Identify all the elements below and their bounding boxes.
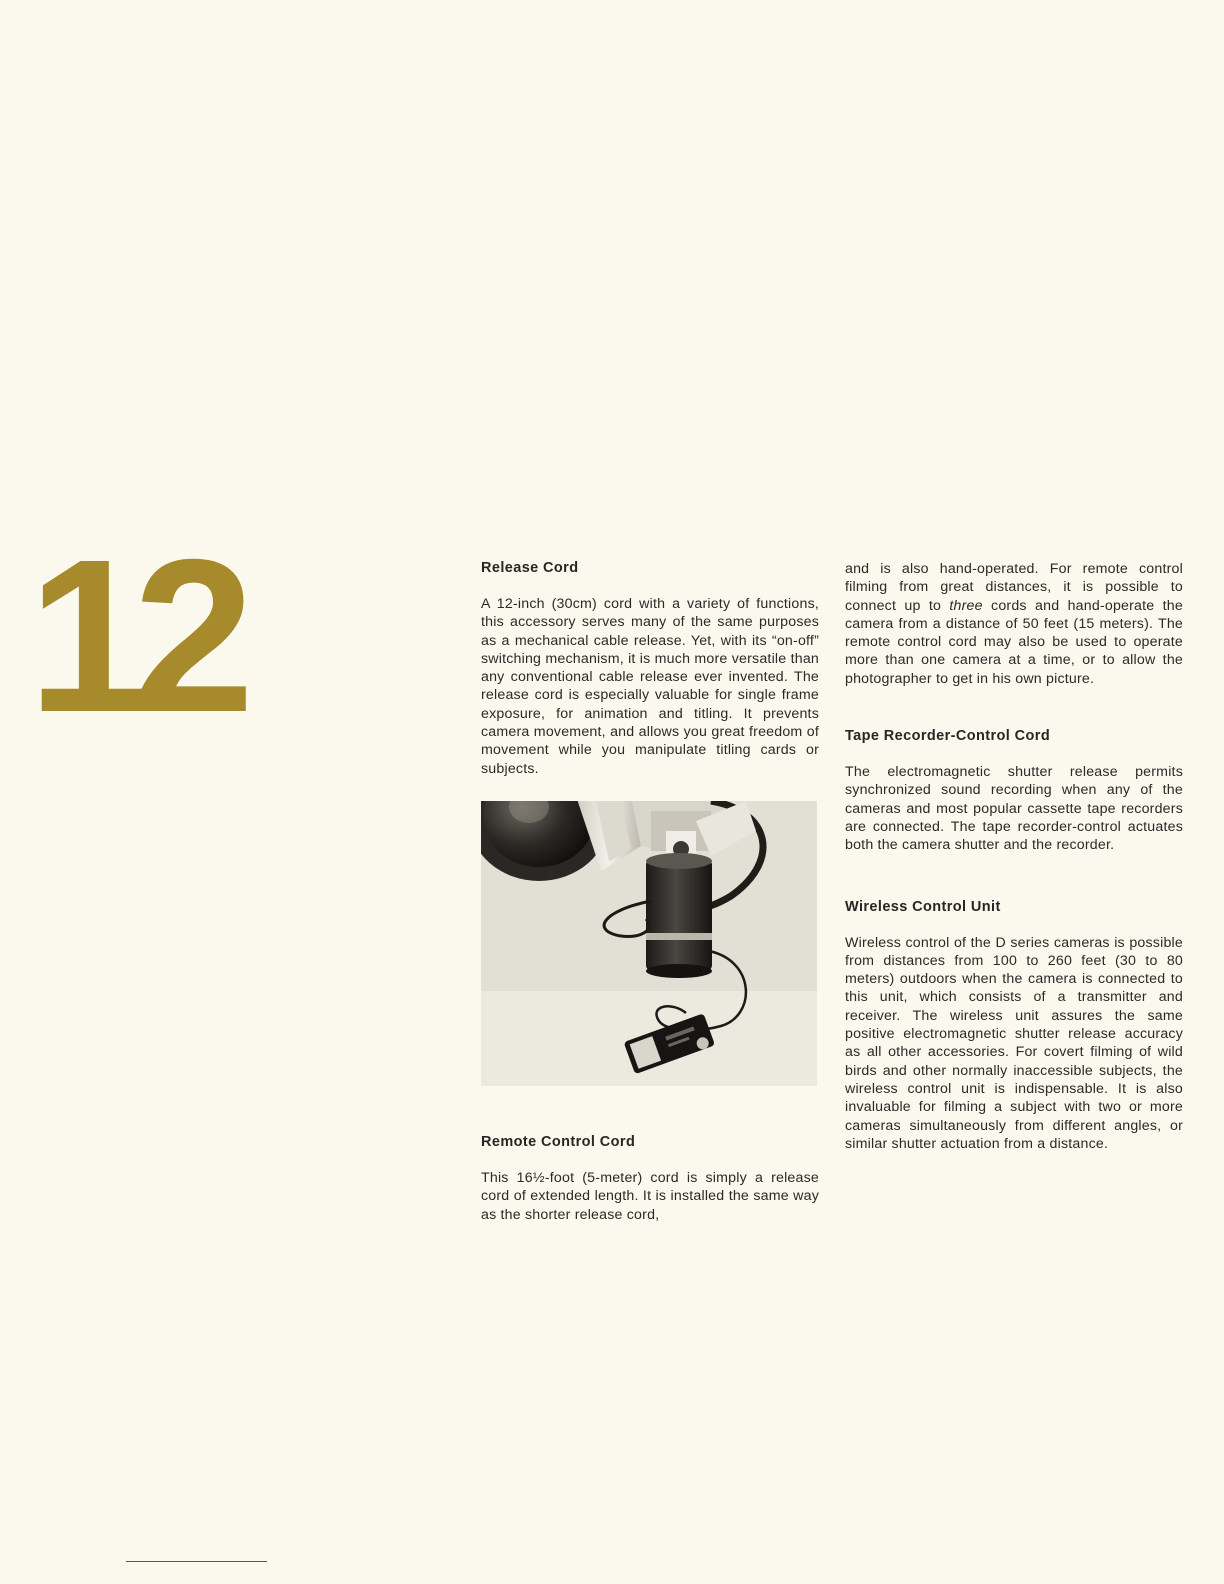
footer-rule — [126, 1561, 267, 1562]
release-cord-heading: Release Cord — [481, 560, 579, 576]
remote-control-cord-body-continued-before: and is also hand-operated. For remote control filming from great distances, it is possible to connect up to — [845, 561, 1183, 614]
release-cord-body: A 12-inch (30cm) cord with a variety of functions, this accessory serves many of the same purposes as a mechanical cable release. Yet, with its “on-off” switching mechanism, it is much more versatile than any conventional cable release ever invented. The release cord is especially valuable for single frame exposure, for animation and titling. It prevents camera movement, and allows you great freedom of movement while you manipulate titling cards or subjects. — [481, 596, 819, 777]
remote-control-cord-heading: Remote Control Cord — [481, 1134, 636, 1150]
remote-control-cord-body-continued-emphasis: three — [949, 597, 983, 614]
wireless-control-unit-body: Wireless control of the D series cameras is possible from distances from 100 to 260 feet (30 to 80 meters) outdoors when the camera is connected to this unit, which consists of a transmitter and receiver. The wireless unit assures the same positive electromagnetic shutter release accuracy as all other accessories. For covert filming of wild birds and other normally inaccessible subjects, the wireless control unit is indispensable. It is also invaluable for filming a subject with two or more cameras simultaneously from different angles, or similar shutter actuation from a distance. — [845, 934, 1183, 1152]
remote-control-cord-section — [481, 1134, 819, 1224]
remote-control-cord-body-start: This 16½-foot (5-meter) cord is simply a release cord of extended length. It is installed the same way as the shorter release cord, — [481, 1170, 819, 1223]
release-cord-photo — [481, 801, 817, 1086]
remote-control-cord-body-continued — [845, 560, 1183, 688]
camera-with-release-cord-photo-illustration — [481, 801, 817, 1086]
remote-control-cord-body-continued-after: cords and hand-operate the camera from a distance of 50 feet (15 meters). The remote control cord may also be used to operate more than one camera at a time, or to allow the photographer to get in his own picture. — [845, 597, 1183, 687]
release-cord-section — [481, 560, 819, 778]
tape-recorder-control-cord-heading: Tape Recorder-Control Cord — [845, 728, 1051, 745]
page-number: 12 — [28, 515, 239, 758]
tape-recorder-control-cord-body: The electromagnetic shutter release permits synchronized sound recording when any of the cameras and most popular cassette tape recorders are connected. The tape recorder-control actuates both the camera shutter and the recorder. — [845, 764, 1183, 854]
right-column — [845, 560, 1183, 1153]
wireless-control-unit-heading: Wireless Control Unit — [845, 898, 1001, 915]
